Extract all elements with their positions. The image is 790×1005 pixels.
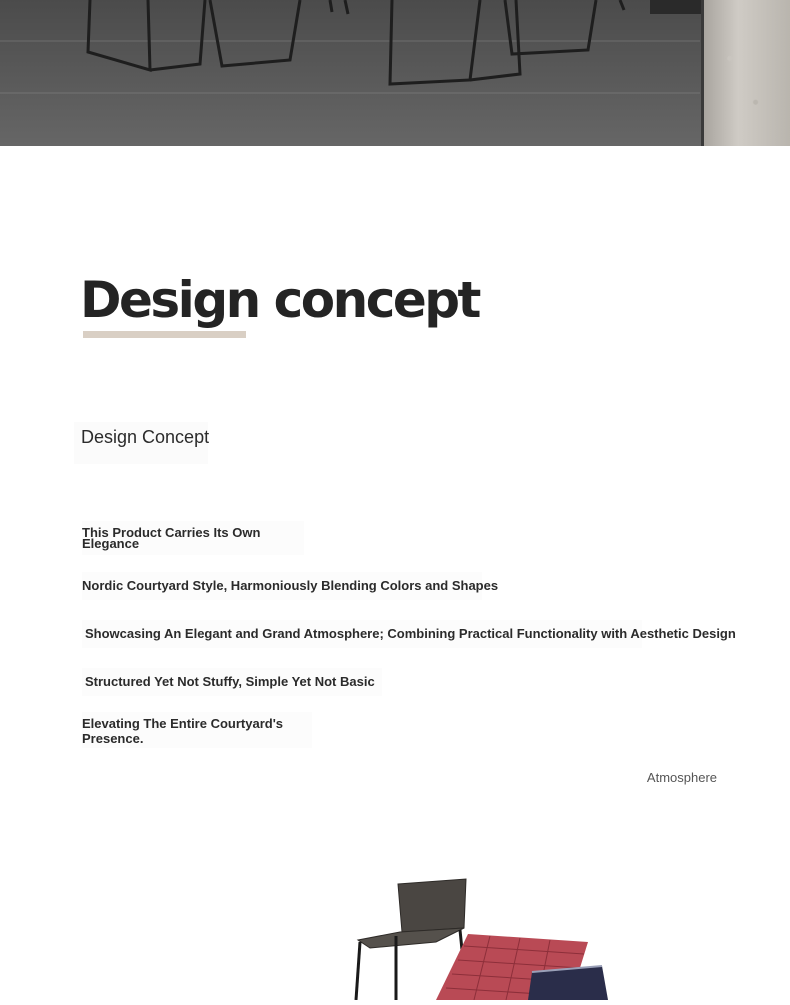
feature-line: Showcasing An Elegant and Grand Atmosphere; Combining Practical Functionality with Aesthetic Design	[82, 620, 642, 648]
navy-chair	[528, 966, 608, 1000]
woven-chairs-illustration	[340, 870, 630, 1000]
feature-line: This Product Carries Its Own Elegance	[82, 521, 304, 555]
feature-line: Nordic Courtyard Style, Harmoniously Blending Colors and Shapes	[82, 572, 482, 600]
feature-line: Elevating The Entire Courtyard's Presence.	[82, 712, 312, 748]
title-underline	[83, 331, 246, 338]
page-title: Design concept	[80, 271, 479, 329]
feature-line: Structured Yet Not Stuffy, Simple Yet Not Basic	[82, 668, 382, 696]
product-photo	[340, 870, 630, 1000]
atmosphere-tag: Atmosphere	[646, 770, 717, 785]
hero-photo	[0, 0, 790, 146]
chairs-illustration	[0, 0, 790, 146]
section-subtitle: Design Concept	[74, 422, 208, 464]
concrete-wall	[701, 0, 790, 146]
